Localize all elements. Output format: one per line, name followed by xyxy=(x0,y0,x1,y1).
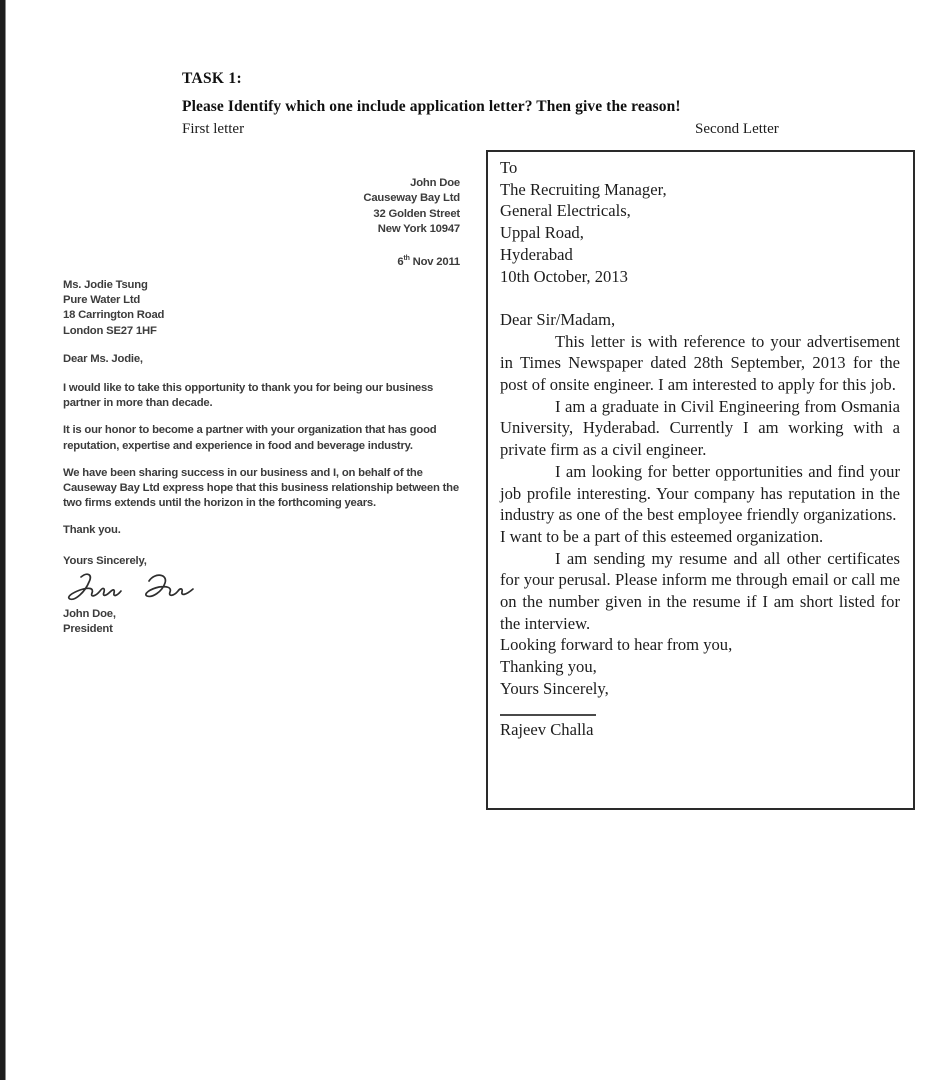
second-letter-paragraph: I want to be a part of this esteemed organization. xyxy=(500,526,824,546)
second-letter-address-line: To xyxy=(500,158,518,177)
second-letter-signer-name: Rajeev Challa xyxy=(500,719,594,739)
second-letter-closing-line: Looking forward to hear from you, xyxy=(500,635,733,655)
first-letter-signer-title: President xyxy=(63,623,113,636)
second-letter-date: 10th October, 2013 xyxy=(500,266,628,286)
second-letter-closing-line: Yours Sincerely, xyxy=(500,678,609,698)
second-letter-paragraph: I am sending my resume and all other certificates for your perusal. Please inform me through email or call me on the number given in the resume if I am short listed for the interview. xyxy=(500,548,900,633)
second-letter-closing-line: Thanking you, xyxy=(500,657,597,677)
second-letter-address-line: General Electricals, xyxy=(500,201,631,221)
scan-edge-bar xyxy=(0,0,6,1080)
first-letter-sender-block xyxy=(240,176,460,270)
recipient-city: London SE27 1HF xyxy=(63,324,157,337)
sender-city: New York 10947 xyxy=(377,223,460,236)
second-letter-address-line: Uppal Road, xyxy=(500,223,584,243)
second-letter-address-line: The Recruiting Manager, xyxy=(500,179,667,199)
john-doe-handwritten-signature-icon xyxy=(65,570,205,606)
second-letter-paragraph: I am a graduate in Civil Engineering from Osmania University, Hyderabad. Currently I am working with a private firm as a civil engineer. xyxy=(500,396,900,460)
task-question: Please Identify which one include application letter? Then give the reason! xyxy=(182,98,681,115)
second-letter-salutation: Dear Sir/Madam, xyxy=(500,309,616,329)
recipient-company: Pure Water Ltd xyxy=(63,294,141,307)
second-letter-label: Second Letter xyxy=(695,121,779,137)
date-rest: Nov 2011 xyxy=(409,255,460,268)
first-letter-paragraph: I would like to take this opportunity to thank you for being our business partner in more than decade. xyxy=(63,382,434,410)
first-letter-date xyxy=(240,251,460,270)
second-letter-paragraph: This letter is with reference to your advertisement in Times Newspaper dated 28th September, 2013 for the post of onsite engineer. I am interested to apply for this job. xyxy=(500,331,900,395)
sender-name: John Doe xyxy=(410,177,460,189)
date-day: 6 xyxy=(397,255,404,268)
blank-line xyxy=(500,287,900,309)
first-letter-label: First letter xyxy=(182,121,245,137)
first-letter-thanks: Thank you. xyxy=(63,524,121,537)
date-ordinal: th xyxy=(403,254,410,262)
first-letter-salutation: Dear Ms. Jodie, xyxy=(63,352,143,365)
sender-street: 32 Golden Street xyxy=(373,207,460,220)
first-letter-closing: Yours Sincerely, xyxy=(63,554,147,567)
signature-rule xyxy=(500,714,596,716)
second-letter-box xyxy=(486,150,915,810)
first-letter-paragraph: It is our honor to become a partner with your organization that has good reputation, expertise and experience in food and beverage industry. xyxy=(63,424,437,452)
recipient-street: 18 Carrington Road xyxy=(63,309,165,322)
recipient-name: Ms. Jodie Tsung xyxy=(63,279,148,291)
first-letter-body xyxy=(63,278,465,637)
second-letter-paragraph: I am looking for better opportunities and find your job profile interesting. Your company has reputation in the industry as one of the best employee friendly organizations. xyxy=(500,461,900,525)
first-letter-paragraph: We have been sharing success in our business and I, on behalf of the Causeway Bay Ltd express hope that this business relationship between the two firms extends until the horizon in the forthcoming years. xyxy=(63,466,459,510)
second-letter-address-line: Hyderabad xyxy=(500,244,573,264)
sender-company: Causeway Bay Ltd xyxy=(363,192,460,205)
task-title: TASK 1: xyxy=(182,70,242,87)
first-letter-signer-name: John Doe, xyxy=(63,607,116,620)
first-letter-recipient-block xyxy=(63,278,465,339)
